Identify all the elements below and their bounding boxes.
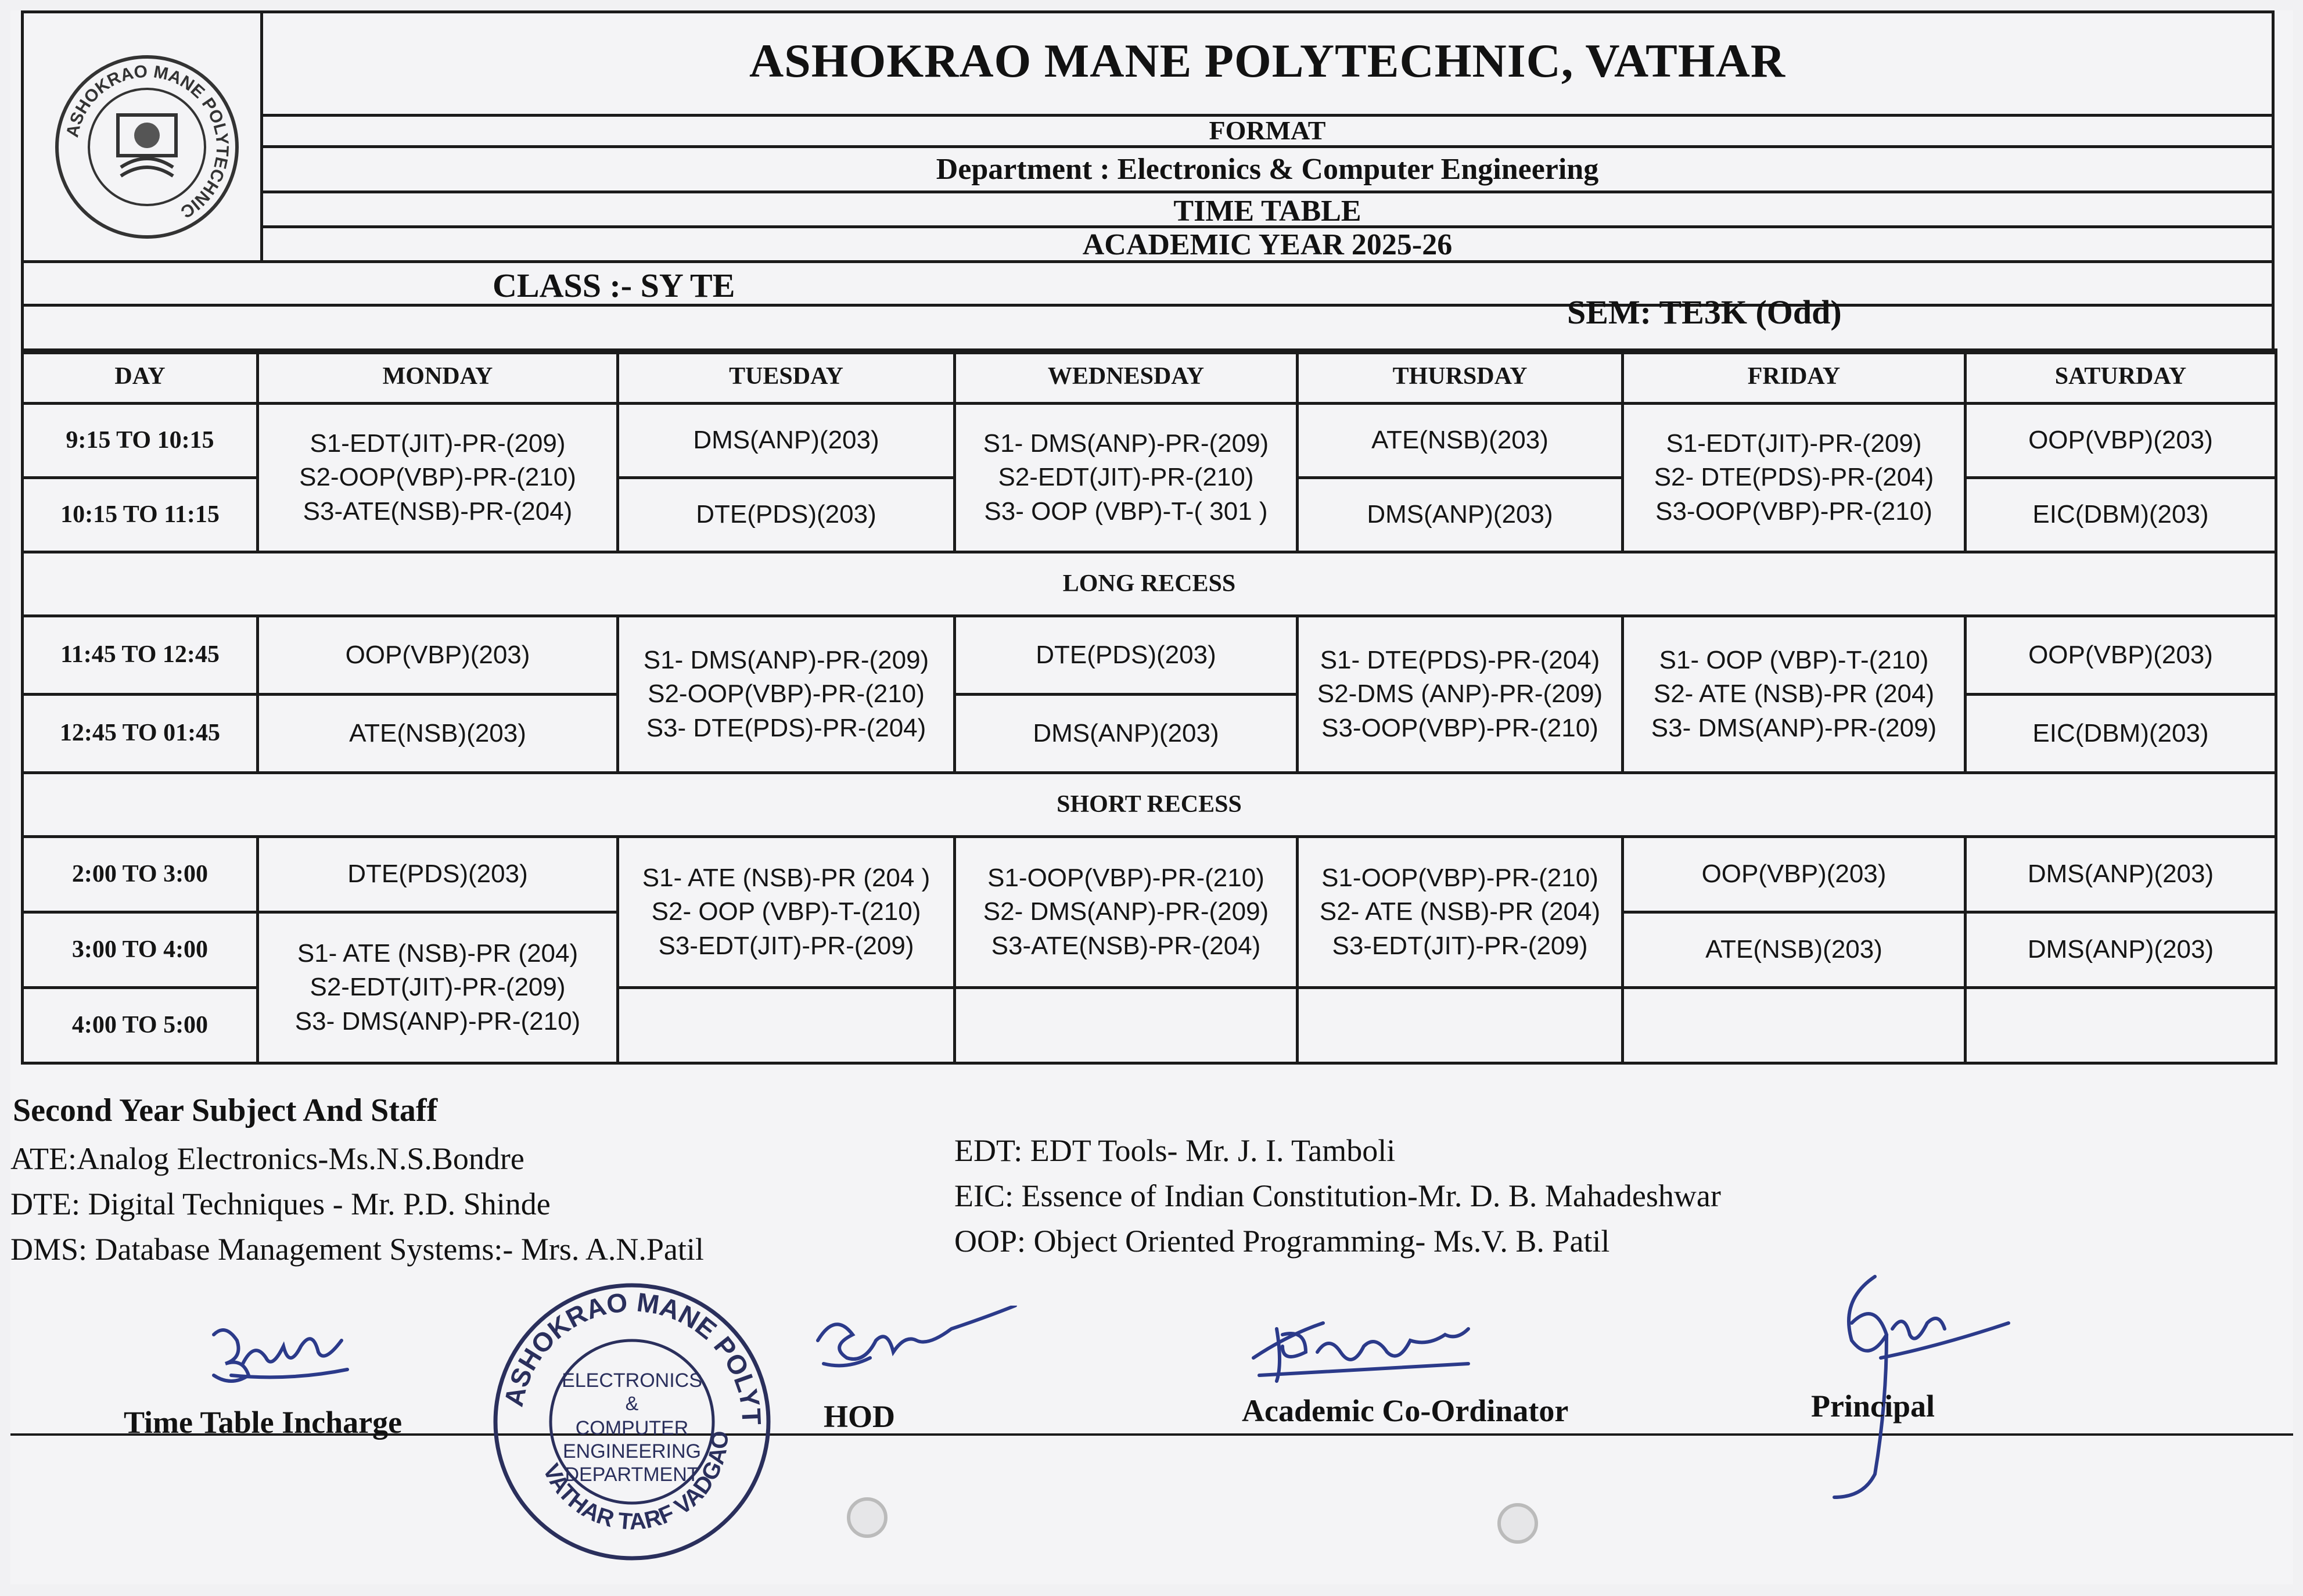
department-stamp (487, 1277, 777, 1567)
document-title: TIME TABLE (1173, 195, 1361, 228)
timetable-cell: OOP(VBP)(203) (1623, 837, 1966, 912)
class-label: CLASS :- SY TE (493, 267, 735, 304)
coordinator-signature (1242, 1306, 1492, 1399)
stamp-ring-top: ASHOKRAO MANE POLYT (498, 1286, 767, 1426)
stamp-line: DEPARTMENT (565, 1464, 699, 1486)
day-column-header: DAY (23, 350, 258, 404)
legend-item: EDT: EDT Tools- Mr. J. I. Tamboli (954, 1133, 1396, 1168)
table-row (23, 404, 2276, 478)
timetable-cell: S1-OOP(VBP)-PR-(210) S2- DMS(ANP)-PR-(209) S3-ATE(NSB)-PR-(204) (955, 837, 1298, 988)
timetable-cell: OOP(VBP)(203) (1966, 404, 2276, 478)
incharge-signature (196, 1311, 382, 1404)
day-saturday: SATURDAY (1966, 350, 2276, 404)
timetable-cell: S1-EDT(JIT)-PR-(209) S2-OOP(VBP)-PR-(210) S3-ATE(NSB)-PR-(204) (258, 404, 618, 552)
table-row (23, 616, 2276, 695)
day-monday: MONDAY (258, 350, 618, 404)
long-recess-label: LONG RECESS (23, 552, 2276, 616)
time-slot: 3:00 TO 4:00 (23, 912, 258, 988)
stamp-ring-bottom: VATHAR TARF VADGAO (538, 1430, 734, 1535)
legend-item: EIC: Essence of Indian Constitution-Mr. D. B. Mahadeshwar (954, 1178, 1721, 1213)
timetable-cell: OOP(VBP)(203) (258, 616, 618, 695)
incharge-label: Time Table Incharge (124, 1405, 403, 1440)
time-slot: 4:00 TO 5:00 (23, 988, 258, 1063)
timetable-cell: S1- DMS(ANP)-PR-(209) S2-OOP(VBP)-PR-(210) S3- DTE(PDS)-PR-(204) (618, 616, 955, 773)
legend-item: DMS: Database Management Systems:- Mrs. A.N.Patil (10, 1232, 704, 1267)
time-slot: 10:15 TO 11:15 (23, 478, 258, 552)
timetable-cell: DTE(PDS)(203) (258, 837, 618, 912)
day-header-row (23, 350, 2276, 404)
department-label: Department : Electronics & Computer Engineering (936, 153, 1599, 186)
timetable-cell: EIC(DBM)(203) (1966, 478, 2276, 552)
empty-cell (618, 988, 955, 1063)
timetable-sheet (10, 10, 2293, 1584)
day-friday: FRIDAY (1623, 350, 1966, 404)
empty-cell (1623, 988, 1966, 1063)
timetable-cell: DMS(ANP)(203) (1966, 912, 2276, 988)
timetable-cell: S1-OOP(VBP)-PR-(210) S2- ATE (NSB)-PR (204) S3-EDT(JIT)-PR-(209) (1298, 837, 1623, 988)
day-wednesday: WEDNESDAY (955, 350, 1298, 404)
format-label: FORMAT (1209, 116, 1326, 145)
empty-cell (1298, 988, 1623, 1063)
recess-row (23, 552, 2276, 616)
short-recess-label: SHORT RECESS (23, 773, 2276, 837)
hod-signature (806, 1306, 1027, 1399)
day-thursday: THURSDAY (1298, 350, 1623, 404)
timetable-cell: ATE(NSB)(203) (1623, 912, 1966, 988)
stamp-line: COMPUTER (575, 1417, 689, 1439)
punch-hole (847, 1497, 888, 1538)
timetable-cell: DTE(PDS)(203) (618, 478, 955, 552)
empty-cell (955, 988, 1298, 1063)
stamp-line: & (625, 1393, 639, 1415)
legend-item: DTE: Digital Techniques - Mr. P.D. Shinde (10, 1187, 551, 1221)
time-slot: 2:00 TO 3:00 (23, 837, 258, 912)
timetable-cell: DMS(ANP)(203) (1298, 478, 1623, 552)
day-tuesday: TUESDAY (618, 350, 955, 404)
timetable-cell: S1-EDT(JIT)-PR-(209) S2- DTE(PDS)-PR-(204) S3-OOP(VBP)-PR-(210) (1623, 404, 1966, 552)
timetable-cell: DTE(PDS)(203) (955, 616, 1298, 695)
timetable-cell: S1- ATE (NSB)-PR (204 ) S2- OOP (VBP)-T-(210) S3-EDT(JIT)-PR-(209) (618, 837, 955, 988)
legend-item: OOP: Object Oriented Programming- Ms.V. B. Patil (954, 1224, 1610, 1259)
timetable-cell: DMS(ANP)(203) (618, 404, 955, 478)
timetable-cell: ATE(NSB)(203) (1298, 404, 1623, 478)
legend-item: ATE:Analog Electronics-Ms.N.S.Bondre (10, 1141, 524, 1176)
coordinator-label: Academic Co-Ordinator (1242, 1393, 1569, 1428)
timetable-cell: S1- OOP (VBP)-T-(210) S2- ATE (NSB)-PR (204) S3- DMS(ANP)-PR-(209) (1623, 616, 1966, 773)
logo-ring-text: ASHOKRAO MANE POLYTECHNIC (63, 62, 232, 222)
stamp-line: ELECTRONICS (562, 1369, 702, 1392)
timetable-cell: OOP(VBP)(203) (1966, 616, 2276, 695)
timetable-cell: S1- DMS(ANP)-PR-(209) S2-EDT(JIT)-PR-(210) S3- OOP (VBP)-T-( 301 ) (955, 404, 1298, 552)
academic-year: ACADEMIC YEAR 2025-26 (1082, 228, 1453, 261)
timetable-cell: S1- DTE(PDS)-PR-(204) S2-DMS (ANP)-PR-(209) S3-OOP(VBP)-PR-(210) (1298, 616, 1623, 773)
principal-signature (1805, 1259, 2014, 1503)
legend-title: Second Year Subject And Staff (13, 1092, 438, 1128)
institute-logo (51, 51, 243, 243)
recess-row (23, 773, 2276, 837)
timetable-cell: DMS(ANP)(203) (1966, 837, 2276, 912)
legend-right (954, 1135, 2232, 1271)
punch-hole (1497, 1503, 1538, 1544)
stamp-line: ENGINEERING (562, 1440, 702, 1462)
timetable-cell: ATE(NSB)(203) (258, 695, 618, 773)
time-slot: 12:45 TO 01:45 (23, 695, 258, 773)
timetable-grid (21, 348, 2277, 1065)
time-slot: 9:15 TO 10:15 (23, 404, 258, 478)
principal-label: Principal (1811, 1389, 1935, 1424)
empty-cell (1966, 988, 2276, 1063)
table-row (23, 837, 2276, 912)
timetable-cell: EIC(DBM)(203) (1966, 695, 2276, 773)
time-slot: 11:45 TO 12:45 (23, 616, 258, 695)
institute-name: ASHOKRAO MANE POLYTECHNIC, VATHAR (749, 34, 1786, 87)
legend-left (10, 1143, 917, 1279)
timetable-cell: S1- ATE (NSB)-PR (204) S2-EDT(JIT)-PR-(209) S3- DMS(ANP)-PR-(210) (258, 912, 618, 1063)
hod-label: HOD (824, 1399, 896, 1434)
semester-label: SEM: TE3K (Odd) (1567, 293, 1842, 331)
timetable-cell: DMS(ANP)(203) (955, 695, 1298, 773)
